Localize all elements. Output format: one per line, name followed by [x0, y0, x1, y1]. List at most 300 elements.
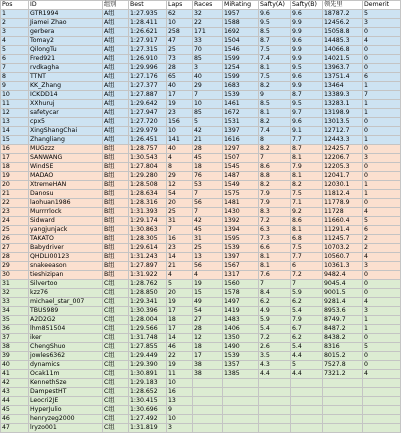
- table-cell[interactable]: C组: [103, 370, 129, 379]
- table-row[interactable]: [1, 379, 401, 388]
- table-cell[interactable]: 29: [1, 262, 29, 271]
- table-cell[interactable]: 1:27.804: [129, 163, 167, 172]
- table-cell[interactable]: Danosu: [29, 190, 103, 199]
- table-cell[interactable]: 8.4: [259, 289, 291, 298]
- table-cell[interactable]: 8.5: [259, 28, 291, 37]
- table-cell[interactable]: QilongTu: [29, 46, 103, 55]
- table-cell[interactable]: 3: [193, 64, 223, 73]
- table-cell[interactable]: 6: [363, 73, 401, 82]
- table-row[interactable]: [1, 145, 401, 154]
- table-cell[interactable]: 4.4: [259, 370, 291, 379]
- table-cell[interactable]: C组: [103, 289, 129, 298]
- table-cell[interactable]: 10: [1, 91, 29, 100]
- table-cell[interactable]: 8015.2: [323, 352, 363, 361]
- table-cell[interactable]: 7.6: [259, 271, 291, 280]
- table-cell[interactable]: 1:27.887: [129, 91, 167, 100]
- table-cell[interactable]: [323, 397, 363, 406]
- table-cell[interactable]: 10: [167, 19, 193, 28]
- table-row[interactable]: [1, 280, 401, 289]
- table-cell[interactable]: A组: [103, 118, 129, 127]
- table-cell[interactable]: 7: [1, 64, 29, 73]
- table-cell[interactable]: 1:31.748: [129, 334, 167, 343]
- table-cell[interactable]: 42: [193, 127, 223, 136]
- table-cell[interactable]: 47: [1, 424, 29, 433]
- table-cell[interactable]: 44: [1, 397, 29, 406]
- table-cell[interactable]: 3.5: [259, 352, 291, 361]
- table-cell[interactable]: 9.9: [291, 46, 323, 55]
- table-cell[interactable]: 11728: [323, 208, 363, 217]
- table-cell[interactable]: 1:27.492: [129, 415, 167, 424]
- table-cell[interactable]: Tomay2: [29, 37, 103, 46]
- table-cell[interactable]: 0: [363, 163, 401, 172]
- table-cell[interactable]: 8.1: [291, 172, 323, 181]
- table-cell[interactable]: 21: [193, 136, 223, 145]
- table-cell[interactable]: 8.1: [259, 262, 291, 271]
- table-cell[interactable]: 1:31.819: [129, 424, 167, 433]
- table-cell[interactable]: 4: [1, 37, 29, 46]
- table-cell[interactable]: 62: [167, 10, 193, 19]
- table-cell[interactable]: C组: [103, 361, 129, 370]
- table-cell[interactable]: 7: [167, 226, 193, 235]
- table-cell[interactable]: B组: [103, 145, 129, 154]
- table-cell[interactable]: gerbera: [29, 28, 103, 37]
- table-cell[interactable]: 1317: [223, 271, 259, 280]
- table-row[interactable]: [1, 343, 401, 352]
- table-cell[interactable]: B组: [103, 235, 129, 244]
- table-cell[interactable]: 1:29.183: [129, 379, 167, 388]
- table-row[interactable]: [1, 172, 401, 181]
- table-cell[interactable]: Fred921: [29, 55, 103, 64]
- table-cell[interactable]: 1481: [223, 199, 259, 208]
- table-row[interactable]: [1, 73, 401, 82]
- table-row[interactable]: [1, 397, 401, 406]
- table-cell[interactable]: 1419: [223, 307, 259, 316]
- table-cell[interactable]: A组: [103, 91, 129, 100]
- table-cell[interactable]: 6.6: [259, 244, 291, 253]
- table-cell[interactable]: 1:28.757: [129, 145, 167, 154]
- header-cell[interactable]: Demerit: [363, 1, 401, 10]
- table-cell[interactable]: 1539: [223, 244, 259, 253]
- table-cell[interactable]: [291, 415, 323, 424]
- table-cell[interactable]: 12456.2: [323, 19, 363, 28]
- table-cell[interactable]: 4: [363, 253, 401, 262]
- table-cell[interactable]: 35: [1, 316, 29, 325]
- table-cell[interactable]: Murrrrlock: [29, 208, 103, 217]
- table-cell[interactable]: 4: [193, 271, 223, 280]
- table-cell[interactable]: 1394: [223, 226, 259, 235]
- table-cell[interactable]: 17: [1, 154, 29, 163]
- table-cell[interactable]: 0: [363, 361, 401, 370]
- table-cell[interactable]: 5: [363, 343, 401, 352]
- table-cell[interactable]: 12: [193, 334, 223, 343]
- table-cell[interactable]: MADAO: [29, 172, 103, 181]
- table-cell[interactable]: [223, 397, 259, 406]
- table-cell[interactable]: 32: [193, 10, 223, 19]
- table-cell[interactable]: [223, 424, 259, 433]
- table-cell[interactable]: 5.4: [259, 325, 291, 334]
- table-cell[interactable]: 38: [1, 343, 29, 352]
- table-cell[interactable]: 1397: [223, 127, 259, 136]
- table-cell[interactable]: 30: [1, 271, 29, 280]
- table-cell[interactable]: 8316: [323, 343, 363, 352]
- table-cell[interactable]: 1297: [223, 145, 259, 154]
- table-cell[interactable]: 4: [363, 208, 401, 217]
- table-cell[interactable]: 3: [363, 307, 401, 316]
- table-cell[interactable]: 2.6: [259, 343, 291, 352]
- header-cell[interactable]: Pos: [1, 1, 29, 10]
- table-cell[interactable]: 1350: [223, 334, 259, 343]
- table-cell[interactable]: 45: [193, 154, 223, 163]
- table-row[interactable]: [1, 10, 401, 19]
- table-row[interactable]: [1, 19, 401, 28]
- table-cell[interactable]: 1: [363, 136, 401, 145]
- table-cell[interactable]: 13389.3: [323, 91, 363, 100]
- table-cell[interactable]: C组: [103, 406, 129, 415]
- table-cell[interactable]: [363, 379, 401, 388]
- table-cell[interactable]: 2: [1, 19, 29, 28]
- table-row[interactable]: [1, 208, 401, 217]
- table-cell[interactable]: 8.1: [291, 154, 323, 163]
- table-cell[interactable]: 1:29.642: [129, 100, 167, 109]
- table-cell[interactable]: 34: [1, 307, 29, 316]
- table-cell[interactable]: 1578: [223, 289, 259, 298]
- table-cell[interactable]: 11291.4: [323, 226, 363, 235]
- table-cell[interactable]: 1:27.855: [129, 343, 167, 352]
- table-cell[interactable]: [259, 379, 291, 388]
- table-cell[interactable]: 8487.2: [323, 325, 363, 334]
- table-cell[interactable]: 54: [167, 190, 193, 199]
- table-cell[interactable]: 7.5: [259, 73, 291, 82]
- table-row[interactable]: [1, 199, 401, 208]
- table-cell[interactable]: 12206.7: [323, 154, 363, 163]
- table-cell[interactable]: 25: [167, 46, 193, 55]
- table-cell[interactable]: 3: [363, 154, 401, 163]
- table-row[interactable]: [1, 217, 401, 226]
- table-cell[interactable]: michael_star_007: [29, 298, 103, 307]
- table-cell[interactable]: [323, 388, 363, 397]
- table-cell[interactable]: 28: [167, 64, 193, 73]
- table-cell[interactable]: 1: [363, 82, 401, 91]
- table-cell[interactable]: 1497: [223, 298, 259, 307]
- table-cell[interactable]: 1549: [223, 181, 259, 190]
- table-cell[interactable]: 1:31.922: [129, 271, 167, 280]
- table-cell[interactable]: QHDLI00123: [29, 253, 103, 262]
- table-cell[interactable]: [291, 406, 323, 415]
- table-cell[interactable]: 6.2: [291, 334, 323, 343]
- table-cell[interactable]: A组: [103, 37, 129, 46]
- table-cell[interactable]: 8.6: [259, 163, 291, 172]
- table-cell[interactable]: 8.2: [259, 118, 291, 127]
- table-cell[interactable]: 8953.6: [323, 307, 363, 316]
- table-row[interactable]: [1, 415, 401, 424]
- table-cell[interactable]: B组: [103, 217, 129, 226]
- table-cell[interactable]: HyperJulio: [29, 406, 103, 415]
- table-cell[interactable]: 27: [1, 244, 29, 253]
- table-cell[interactable]: 18: [193, 163, 223, 172]
- table-cell[interactable]: 5.4: [291, 343, 323, 352]
- table-cell[interactable]: 8: [167, 163, 193, 172]
- table-cell[interactable]: 7.9: [259, 199, 291, 208]
- table-cell[interactable]: C组: [103, 397, 129, 406]
- table-cell[interactable]: 1:27.720: [129, 118, 167, 127]
- table-cell[interactable]: 5: [167, 280, 193, 289]
- table-cell[interactable]: [323, 406, 363, 415]
- table-cell[interactable]: [291, 424, 323, 433]
- table-cell[interactable]: 16: [1, 145, 29, 154]
- table-cell[interactable]: 8438.2: [323, 334, 363, 343]
- table-cell[interactable]: 6: [291, 262, 323, 271]
- table-cell[interactable]: 7.2: [259, 217, 291, 226]
- table-cell[interactable]: 1:26.621: [129, 28, 167, 37]
- table-cell[interactable]: 18: [167, 316, 193, 325]
- table-cell[interactable]: 17: [167, 91, 193, 100]
- table-cell[interactable]: 0: [363, 280, 401, 289]
- table-row[interactable]: [1, 235, 401, 244]
- table-cell[interactable]: yangjunjack: [29, 226, 103, 235]
- table-cell[interactable]: 6.2: [291, 298, 323, 307]
- table-cell[interactable]: 8.6: [291, 217, 323, 226]
- table-cell[interactable]: C组: [103, 388, 129, 397]
- table-cell[interactable]: 6.8: [291, 235, 323, 244]
- table-cell[interactable]: 65: [167, 73, 193, 82]
- table-cell[interactable]: 1: [1, 10, 29, 19]
- table-cell[interactable]: C组: [103, 316, 129, 325]
- table-cell[interactable]: 40: [193, 73, 223, 82]
- table-cell[interactable]: 1507: [223, 154, 259, 163]
- table-cell[interactable]: 1:26.451: [129, 136, 167, 145]
- table-cell[interactable]: [291, 388, 323, 397]
- table-cell[interactable]: 22: [193, 19, 223, 28]
- table-cell[interactable]: A组: [103, 82, 129, 91]
- table-cell[interactable]: [259, 388, 291, 397]
- table-cell[interactable]: 13464: [323, 82, 363, 91]
- table-cell[interactable]: 40: [1, 361, 29, 370]
- table-cell[interactable]: 1567: [223, 262, 259, 271]
- table-cell[interactable]: A组: [103, 136, 129, 145]
- table-row[interactable]: [1, 163, 401, 172]
- table-cell[interactable]: 73: [167, 55, 193, 64]
- table-row[interactable]: [1, 37, 401, 46]
- table-cell[interactable]: 0: [363, 46, 401, 55]
- table-cell[interactable]: 1539: [223, 352, 259, 361]
- table-row[interactable]: [1, 298, 401, 307]
- table-cell[interactable]: 7.2: [291, 271, 323, 280]
- table-cell[interactable]: 1:31.393: [129, 208, 167, 217]
- table-cell[interactable]: 1461: [223, 100, 259, 109]
- table-cell[interactable]: GTR1994: [29, 10, 103, 19]
- table-cell[interactable]: 20: [1, 181, 29, 190]
- table-cell[interactable]: 2: [363, 235, 401, 244]
- table-cell[interactable]: B组: [103, 226, 129, 235]
- table-cell[interactable]: 19: [167, 100, 193, 109]
- table-row[interactable]: [1, 226, 401, 235]
- table-cell[interactable]: B组: [103, 154, 129, 163]
- table-cell[interactable]: 37: [1, 334, 29, 343]
- table-cell[interactable]: 11660.4: [323, 217, 363, 226]
- table-cell[interactable]: 7.1: [291, 199, 323, 208]
- table-cell[interactable]: 21: [1, 190, 29, 199]
- table-cell[interactable]: 1:30.543: [129, 154, 167, 163]
- table-cell[interactable]: 8.8: [259, 172, 291, 181]
- table-cell[interactable]: 12: [1, 109, 29, 118]
- table-cell[interactable]: 18787.2: [323, 10, 363, 19]
- table-cell[interactable]: jowles6362: [29, 352, 103, 361]
- table-cell[interactable]: 8749.7: [323, 316, 363, 325]
- table-cell[interactable]: 0: [363, 271, 401, 280]
- table-row[interactable]: [1, 334, 401, 343]
- table-cell[interactable]: kzz76: [29, 289, 103, 298]
- table-cell[interactable]: 13013.5: [323, 118, 363, 127]
- header-cell[interactable]: Safty(A): [259, 1, 291, 10]
- table-cell[interactable]: B组: [103, 163, 129, 172]
- table-cell[interactable]: cpx5: [29, 118, 103, 127]
- table-cell[interactable]: 1: [363, 325, 401, 334]
- table-cell[interactable]: 7.9: [291, 316, 323, 325]
- table-cell[interactable]: 9045.4: [323, 280, 363, 289]
- table-cell[interactable]: 23: [167, 109, 193, 118]
- table-cell[interactable]: laohuan1986: [29, 199, 103, 208]
- table-cell[interactable]: [323, 379, 363, 388]
- table-cell[interactable]: 14021.5: [323, 55, 363, 64]
- table-cell[interactable]: 20: [167, 199, 193, 208]
- table-row[interactable]: [1, 109, 401, 118]
- table-cell[interactable]: A组: [103, 73, 129, 82]
- table-cell[interactable]: 33: [193, 37, 223, 46]
- table-cell[interactable]: [193, 424, 223, 433]
- table-cell[interactable]: 19: [193, 280, 223, 289]
- table-cell[interactable]: 258: [167, 28, 193, 37]
- table-cell[interactable]: 1:27.947: [129, 109, 167, 118]
- table-cell[interactable]: KennethSze: [29, 379, 103, 388]
- table-cell[interactable]: 32: [1, 289, 29, 298]
- table-row[interactable]: [1, 352, 401, 361]
- table-cell[interactable]: 4.4: [291, 352, 323, 361]
- table-cell[interactable]: 1:30.891: [129, 370, 167, 379]
- table-cell[interactable]: Zhangliang: [29, 136, 103, 145]
- table-cell[interactable]: 0: [363, 334, 401, 343]
- table-cell[interactable]: 1:28.305: [129, 235, 167, 244]
- table-cell[interactable]: 8.5: [259, 100, 291, 109]
- table-cell[interactable]: 8.2: [259, 145, 291, 154]
- table-cell[interactable]: 156: [167, 118, 193, 127]
- table-cell[interactable]: 1:30.863: [129, 226, 167, 235]
- table-cell[interactable]: 1406: [223, 325, 259, 334]
- table-cell[interactable]: C组: [103, 352, 129, 361]
- table-cell[interactable]: B组: [103, 190, 129, 199]
- table-cell[interactable]: 17: [193, 352, 223, 361]
- table-cell[interactable]: 1546: [223, 46, 259, 55]
- table-cell[interactable]: [363, 415, 401, 424]
- table-cell[interactable]: 15058.8: [323, 28, 363, 37]
- table-cell[interactable]: 14: [167, 253, 193, 262]
- table-cell[interactable]: 8.3: [259, 208, 291, 217]
- table-cell[interactable]: 7.2: [259, 334, 291, 343]
- table-cell[interactable]: 7.7: [291, 253, 323, 262]
- table-cell[interactable]: 31: [193, 235, 223, 244]
- table-cell[interactable]: 19: [1, 172, 29, 181]
- table-cell[interactable]: WindSE: [29, 163, 103, 172]
- table-cell[interactable]: B组: [103, 253, 129, 262]
- table-cell[interactable]: 18: [193, 343, 223, 352]
- table-cell[interactable]: A组: [103, 55, 129, 64]
- table-cell[interactable]: A组: [103, 64, 129, 73]
- table-cell[interactable]: 9.5: [259, 19, 291, 28]
- table-cell[interactable]: 1:27.897: [129, 262, 167, 271]
- table-cell[interactable]: 13283.1: [323, 100, 363, 109]
- table-cell[interactable]: 7321.2: [323, 370, 363, 379]
- table-row[interactable]: [1, 28, 401, 37]
- table-cell[interactable]: 9: [259, 91, 291, 100]
- table-cell[interactable]: KK_Zhang: [29, 82, 103, 91]
- table-cell[interactable]: 45: [193, 226, 223, 235]
- header-cell[interactable]: Races: [193, 1, 223, 10]
- table-cell[interactable]: 5.9: [291, 289, 323, 298]
- table-cell[interactable]: 85: [193, 55, 223, 64]
- table-cell[interactable]: 1:28.508: [129, 181, 167, 190]
- table-cell[interactable]: Sidward: [29, 217, 103, 226]
- table-cell[interactable]: [193, 379, 223, 388]
- table-cell[interactable]: 15: [193, 289, 223, 298]
- table-row[interactable]: [1, 253, 401, 262]
- table-cell[interactable]: 7.4: [259, 55, 291, 64]
- table-cell[interactable]: B组: [103, 181, 129, 190]
- table-cell[interactable]: 7: [363, 91, 401, 100]
- table-cell[interactable]: A组: [103, 127, 129, 136]
- table-row[interactable]: [1, 271, 401, 280]
- table-cell[interactable]: 33: [1, 298, 29, 307]
- table-row[interactable]: [1, 361, 401, 370]
- table-cell[interactable]: 1:30.415: [129, 397, 167, 406]
- table-cell[interactable]: [259, 415, 291, 424]
- table-row[interactable]: [1, 289, 401, 298]
- table-cell[interactable]: A组: [103, 28, 129, 37]
- table-cell[interactable]: tieshizipan: [29, 271, 103, 280]
- header-cell[interactable]: MiRating: [223, 1, 259, 10]
- table-cell[interactable]: 36: [1, 325, 29, 334]
- table-cell[interactable]: 1:27.917: [129, 37, 167, 46]
- table-cell[interactable]: 0: [363, 199, 401, 208]
- table-cell[interactable]: 1:28.850: [129, 289, 167, 298]
- table-cell[interactable]: 8.1: [259, 109, 291, 118]
- table-cell[interactable]: C组: [103, 298, 129, 307]
- table-row[interactable]: [1, 388, 401, 397]
- table-cell[interactable]: [223, 415, 259, 424]
- table-cell[interactable]: 13198.9: [323, 109, 363, 118]
- table-cell[interactable]: [193, 415, 223, 424]
- table-cell[interactable]: 4.4: [291, 370, 323, 379]
- table-cell[interactable]: 29: [167, 172, 193, 181]
- table-cell[interactable]: 1957: [223, 10, 259, 19]
- table-cell[interactable]: 0: [363, 28, 401, 37]
- table-cell[interactable]: 8.1: [259, 253, 291, 262]
- table-cell[interactable]: 10: [167, 127, 193, 136]
- table-cell[interactable]: 19: [167, 298, 193, 307]
- table-cell[interactable]: [223, 388, 259, 397]
- table-cell[interactable]: 1588: [223, 19, 259, 28]
- table-cell[interactable]: B组: [103, 172, 129, 181]
- table-cell[interactable]: 9.5: [291, 64, 323, 73]
- table-row[interactable]: [1, 406, 401, 415]
- table-cell[interactable]: A组: [103, 19, 129, 28]
- table-cell[interactable]: 4: [167, 271, 193, 280]
- table-cell[interactable]: [291, 379, 323, 388]
- table-cell[interactable]: 1575: [223, 190, 259, 199]
- table-cell[interactable]: 12443.3: [323, 136, 363, 145]
- table-cell[interactable]: [363, 424, 401, 433]
- table-cell[interactable]: 1:29.979: [129, 127, 167, 136]
- table-row[interactable]: [1, 181, 401, 190]
- table-cell[interactable]: ICKDD14: [29, 91, 103, 100]
